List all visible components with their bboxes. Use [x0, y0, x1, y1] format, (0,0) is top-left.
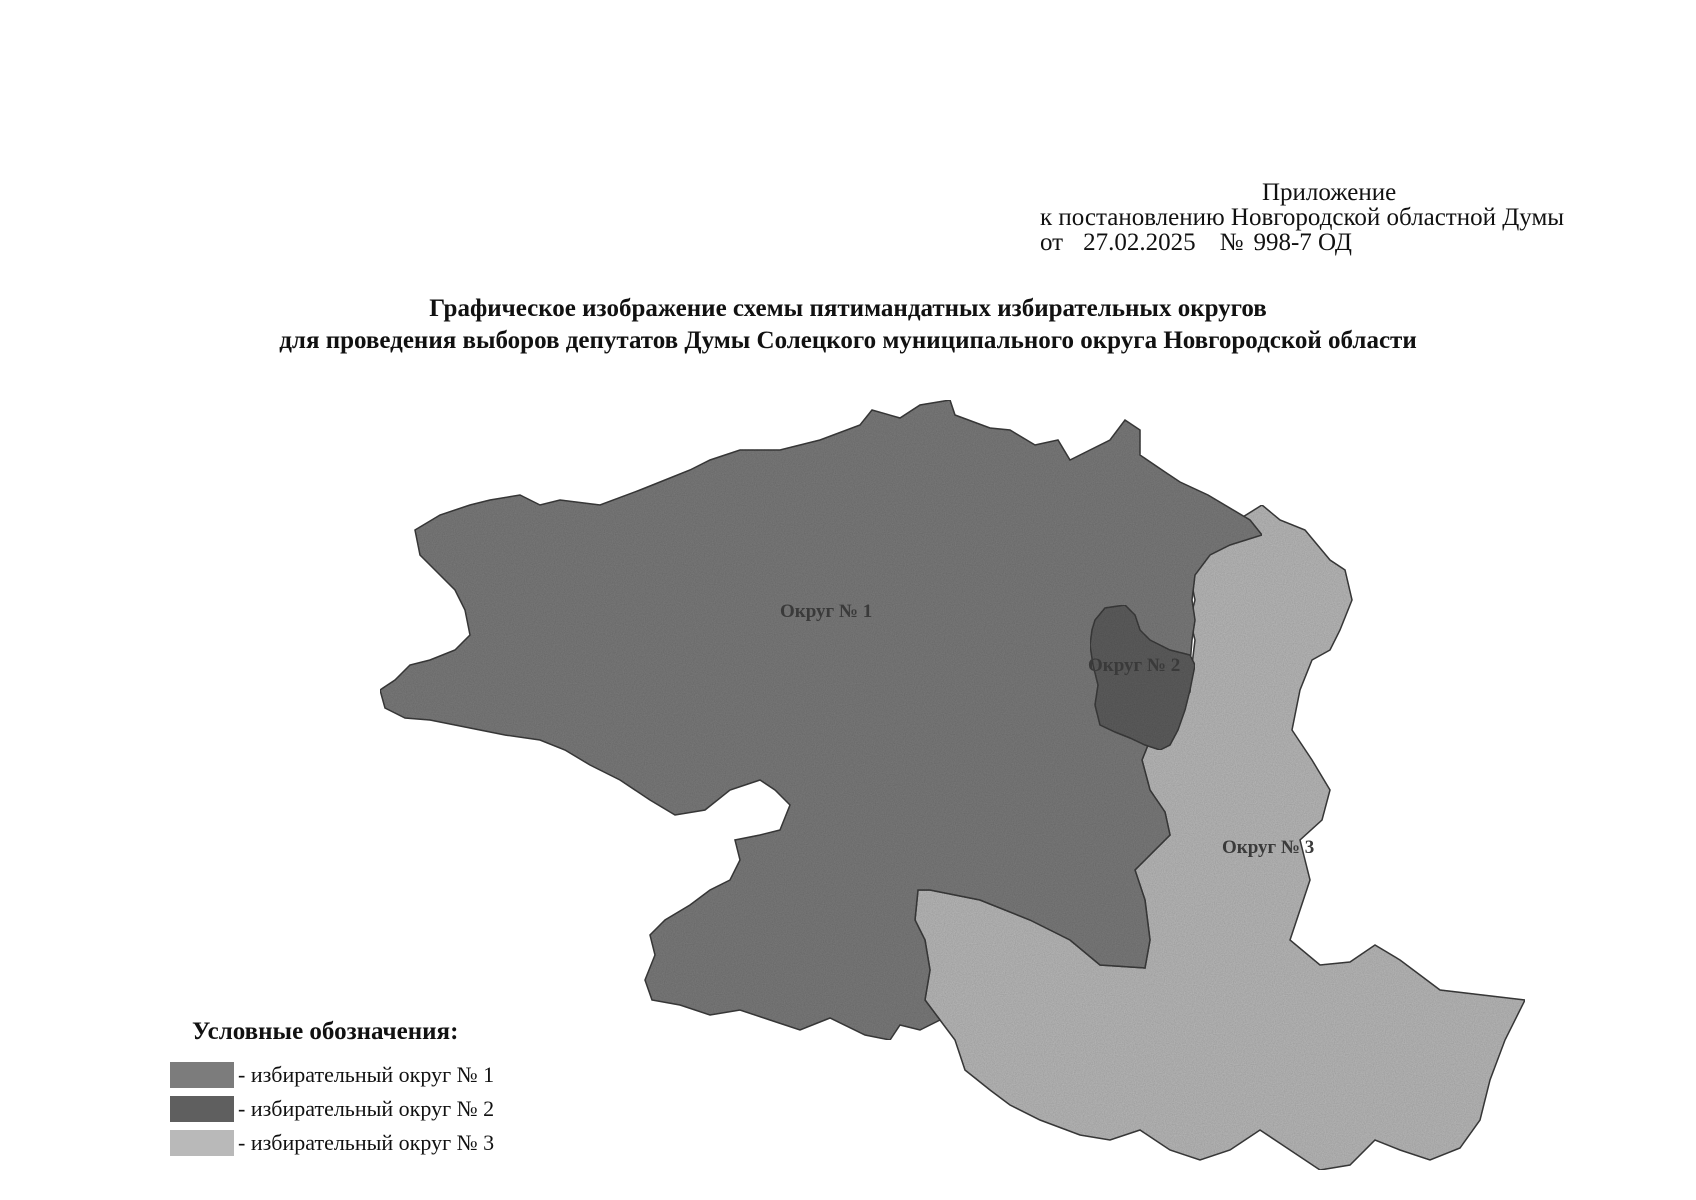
annex-date-prefix: от: [1040, 229, 1064, 256]
annex-number-sign: №: [1219, 229, 1244, 256]
annex-resolution-line: к постановлению Новгородской областной Думы: [1040, 204, 1565, 231]
annex-number: 998-7 ОД: [1253, 229, 1352, 256]
legend-swatch-district-3: [170, 1130, 234, 1156]
map-title-line-1: Графическое изображение схемы пятимандатных избирательных округов: [429, 295, 1267, 322]
annex-date: 27.02.2025: [1083, 229, 1196, 256]
legend-item-district-1: [170, 1058, 494, 1092]
district-2-label: Округ № 2: [1088, 655, 1181, 676]
legend: [170, 1018, 494, 1160]
district-1-label: Округ № 1: [780, 601, 873, 622]
legend-item-label: - избирательный округ № 1: [238, 1062, 495, 1087]
map-title-line-2: для проведения выборов депутатов Думы Солецкого муниципального округа Новгородской области: [279, 327, 1417, 354]
legend-item-label: - избирательный округ № 2: [238, 1096, 495, 1121]
legend-title: Условные обозначения:: [192, 1018, 459, 1045]
annex-label: Приложение: [1262, 179, 1397, 206]
legend-item-label: - избирательный округ № 3: [238, 1130, 495, 1155]
legend-item-district-3: [170, 1126, 494, 1160]
legend-swatch-district-1: [170, 1062, 234, 1088]
legend-item-district-2: [170, 1092, 494, 1126]
legend-swatch-district-2: [170, 1096, 234, 1122]
district-3-label: Округ № 3: [1222, 837, 1315, 858]
